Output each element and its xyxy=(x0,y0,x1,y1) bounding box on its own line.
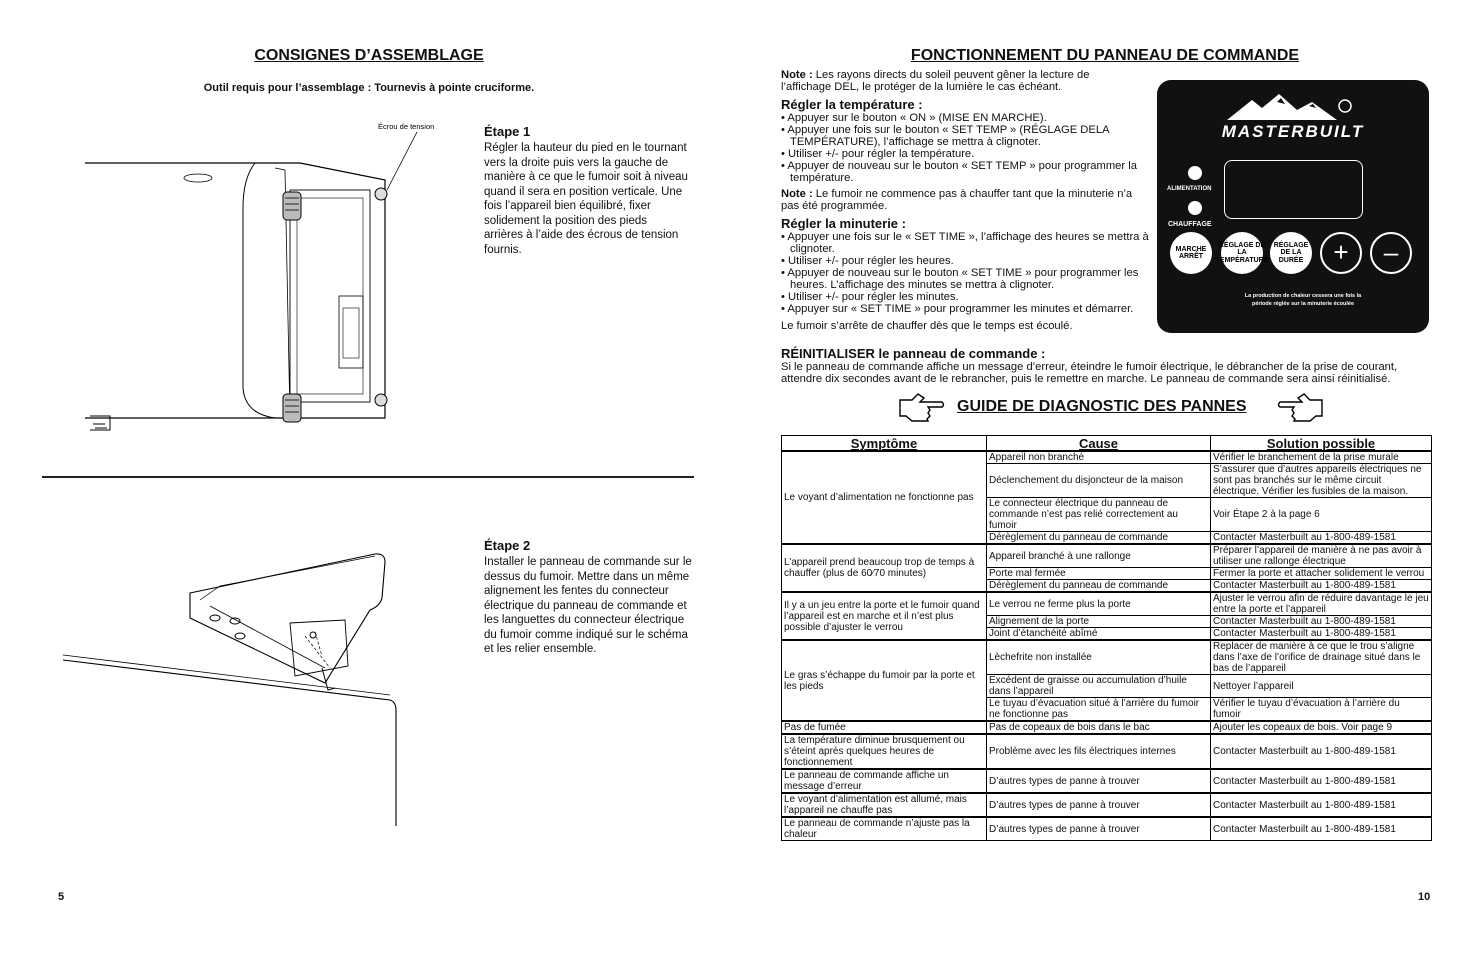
header-cause: Cause xyxy=(987,436,1211,452)
table-row xyxy=(782,544,1432,568)
table-header-row xyxy=(782,436,1432,452)
heat-led-icon xyxy=(1188,201,1202,215)
table-row xyxy=(782,640,1432,675)
solution-cell: Vérifier le tuyau d’évacuation à l’arrière du fumoir xyxy=(1211,698,1432,722)
list-item: • Utiliser +/- pour régler les heures. xyxy=(781,255,1151,267)
minus-button: – xyxy=(1370,232,1412,274)
solution-cell: Préparer l’appareil de manière à ne pas avoir à utiliser une rallonge électrique xyxy=(1211,544,1432,568)
solution-cell: Voir Étape 2 à la page 6 xyxy=(1211,498,1432,532)
right-page-title: FONCTIONNEMENT DU PANNEAU DE COMMANDE xyxy=(910,47,1300,64)
symptom-cell: Le panneau de commande affiche un message d’erreur xyxy=(782,769,987,793)
cause-cell: Le verrou ne ferme plus la porte xyxy=(987,592,1211,616)
power-label: ALIMENTATION xyxy=(1167,186,1212,192)
temp-title: Régler la température : xyxy=(781,97,923,112)
tension-nut-callout: Écrou de tension xyxy=(378,122,435,131)
list-item: • Appuyer sur le bouton « ON » (MISE EN MARCHE). xyxy=(781,112,1151,124)
solution-cell: Contacter Masterbuilt au 1-800-489-1581 xyxy=(1211,734,1432,769)
solution-cell: Contacter Masterbuilt au 1-800-489-1581 xyxy=(1211,628,1432,641)
list-item: • Utiliser +/- pour régler la température. xyxy=(781,148,1151,160)
list-item: • Appuyer de nouveau sur le bouton « SET TEMP » pour programmer la température. xyxy=(781,160,1151,184)
table-row xyxy=(782,734,1432,769)
solution-cell: S’assurer que d’autres appareils électriques ne sont pas branchés sur le même circuit électrique. Vérifier les fusibles de la maison. xyxy=(1211,464,1432,498)
symptom-cell: L’appareil prend beaucoup trop de temps à chauffer (plus de 60⁄70 minutes) xyxy=(782,544,987,592)
section-divider xyxy=(42,476,694,478)
left-page-number: 5 xyxy=(58,891,65,903)
mountain-logo-icon xyxy=(1217,92,1367,122)
symptom-cell: Il y a un jeu entre la porte et le fumoir quand l’appareil est en marche et il n’est plus possible d’ajuster le verrou xyxy=(782,592,987,640)
solution-cell: Contacter Masterbuilt au 1-800-489-1581 xyxy=(1211,532,1432,545)
solution-cell: Contacter Masterbuilt au 1-800-489-1581 xyxy=(1211,817,1432,841)
brand-name: MASTERBUILT xyxy=(1221,122,1365,141)
cause-cell: Pas de copeaux de bois dans le bac xyxy=(987,721,1211,734)
control-panel-illustration xyxy=(1157,80,1429,333)
panel-footer-note: La production de chaleur cessera une fois la période réglée sur la minuterie écoulée xyxy=(1244,293,1362,307)
symptom-cell: Le voyant d’alimentation ne fonctionne pas xyxy=(782,451,987,544)
cause-cell: Joint d’étanchéité abîmé xyxy=(987,628,1211,641)
diagnostic-title: GUIDE DE DIAGNOSTIC DES PANNES xyxy=(957,398,1247,415)
heat-label: CHAUFFAGE xyxy=(1168,221,1212,228)
table-row xyxy=(782,592,1432,616)
step2-title: Étape 2 xyxy=(484,538,531,553)
solution-cell: Vérifier le branchement de la prise murale xyxy=(1211,451,1432,464)
table-row xyxy=(782,793,1432,817)
note1: Note : Les rayons directs du soleil peuvent gêner la lecture de xyxy=(781,69,1090,81)
solution-cell: Contacter Masterbuilt au 1-800-489-1581 xyxy=(1211,616,1432,628)
solution-cell: Nettoyer l’appareil xyxy=(1211,675,1432,698)
cause-cell: D’autres types de panne à trouver xyxy=(987,793,1211,817)
smoker-leg-figure xyxy=(85,118,480,438)
cause-cell: Problème avec les fils électriques internes xyxy=(987,734,1211,769)
solution-cell: Ajouter les copeaux de bois. Voir page 9 xyxy=(1211,721,1432,734)
set-time-button: RÉGLAGE DE LA DURÉE xyxy=(1270,232,1312,274)
reset-text: Si le panneau de commande affiche un message d’erreur, éteindre le fumoir électrique, le débrancher de la prise de courant, attendre dix secondes avant de le rebrancher, puis le remettre en marche. Le panneau de commande sera ainsi réinitialisé. xyxy=(781,361,1398,385)
cause-cell: Déclenchement du disjoncteur de la maison xyxy=(987,464,1211,498)
list-item: • Appuyer de nouveau sur le bouton « SET TIME » pour programmer les heures. L’affichage des minutes se mettra à clignoter. xyxy=(781,267,1151,291)
solution-cell: Replacer de manière à ce que le trou s’aligne dans l’axe de l’orifice de drainage situé dans le bas de l’appareil xyxy=(1211,640,1432,675)
symptom-cell: Le gras s’échappe du fumoir par la porte et les pieds xyxy=(782,640,987,721)
table-row xyxy=(782,451,1432,464)
reset-block xyxy=(781,346,1426,385)
step1-title: Étape 1 xyxy=(484,124,531,139)
pointing-hand-left-icon xyxy=(1276,392,1324,424)
list-item: • Appuyer une fois sur le « SET TIME », l’affichage des heures se mettra à clignoter. xyxy=(781,231,1151,255)
power-led-icon xyxy=(1188,166,1202,180)
symptom-cell: Pas de fumée xyxy=(782,721,987,734)
pointing-hand-right-icon xyxy=(898,392,946,424)
panel-install-figure xyxy=(60,548,400,828)
tool-required: Outil requis pour l’assemblage : Tournevis à pointe cruciforme. xyxy=(203,82,535,94)
symptom-cell: Le voyant d’alimentation est allumé, mais l’appareil ne chauffe pas xyxy=(782,793,987,817)
left-page-title: CONSIGNES D’ASSEMBLAGE xyxy=(254,47,484,64)
step1-body: Régler la hauteur du pied en le tournant vers la droite puis vers la gauche de manière à ce que le fumoir soit à niveau quand il sera en position verticale. Une fois l’appareil bien équilibré, fixer solidement la position des pieds arrières à l’aide des écrous de tension fournis. xyxy=(484,142,688,256)
solution-cell: Fermer la porte et attacher solidement le verrou xyxy=(1211,568,1432,580)
header-symptom: Symptôme xyxy=(782,436,987,452)
cause-cell: D’autres types de panne à trouver xyxy=(987,769,1211,793)
cause-cell: D’autres types de panne à trouver xyxy=(987,817,1211,841)
cause-cell: Appareil branché à une rallonge xyxy=(987,544,1211,568)
note1-line2: l’affichage DEL, le protéger de la lumière le cas échéant. xyxy=(781,81,1062,93)
cause-cell: Alignement de la porte xyxy=(987,616,1211,628)
solution-cell: Ajuster le verrou afin de réduire davantage le jeu entre la porte et l’appareil xyxy=(1211,592,1432,616)
list-item: • Appuyer une fois sur le bouton « SET TEMP » (RÉGLAGE DELA TEMPÉRATURE), l’affichage se mettra à clignoter. xyxy=(781,124,1151,148)
cause-cell: Le tuyau d’évacuation situé à l’arrière du fumoir ne fonctionne pas xyxy=(987,698,1211,722)
temp-steps xyxy=(781,112,1151,184)
timer-title: Régler la minuterie : xyxy=(781,216,906,231)
solution-cell: Contacter Masterbuilt au 1-800-489-1581 xyxy=(1211,580,1432,593)
cause-cell: Dérèglement du panneau de commande xyxy=(987,580,1211,593)
timer-steps xyxy=(781,231,1151,315)
cause-cell: Appareil non branché xyxy=(987,451,1211,464)
step2 xyxy=(484,538,694,657)
cause-cell: Excédent de graisse ou accumulation d’huile dans l’appareil xyxy=(987,675,1211,698)
header-solution: Solution possible xyxy=(1211,436,1432,452)
list-item: • Appuyer sur « SET TIME » pour programmer les minutes et démarrer. xyxy=(781,303,1151,315)
step1 xyxy=(484,124,689,257)
table-row xyxy=(782,721,1432,734)
led-display xyxy=(1224,160,1363,219)
reset-title: RÉINITIALISER le panneau de commande : xyxy=(781,346,1046,361)
plus-button: + xyxy=(1320,232,1362,274)
step2-body: Installer le panneau de commande sur le dessus du fumoir. Mettre dans un même alignement les fentes du connecteur électrique du panneau de commande et les languettes du connecteur électrique du fumoir comme indiqué sur le schéma et les relier ensemble. xyxy=(484,556,692,655)
stop-text: Le fumoir s’arrête de chauffer dès que le temps est écoulé. xyxy=(781,320,1073,332)
solution-cell: Contacter Masterbuilt au 1-800-489-1581 xyxy=(1211,769,1432,793)
right-page-number: 10 xyxy=(1418,891,1431,903)
table-row xyxy=(782,769,1432,793)
symptom-cell: Le panneau de commande n’ajuste pas la chaleur xyxy=(782,817,987,841)
set-temp-button: RÉGLAGE DE LA TEMPÉRATURE xyxy=(1221,232,1263,274)
cause-cell: Lèchefrite non installée xyxy=(987,640,1211,675)
on-off-button: MARCHE ARRÊT xyxy=(1170,232,1212,274)
instructions-block xyxy=(781,69,1151,332)
list-item: • Utiliser +/- pour régler les minutes. xyxy=(781,291,1151,303)
cause-cell: Le connecteur électrique du panneau de commande n’est pas relié correctement au fumoir xyxy=(987,498,1211,532)
table-row xyxy=(782,817,1432,841)
symptom-cell: La température diminue brusquement ou s’éteint après quelques heures de fonctionnement xyxy=(782,734,987,769)
cause-cell: Dérèglement du panneau de commande xyxy=(987,532,1211,545)
solution-cell: Contacter Masterbuilt au 1-800-489-1581 xyxy=(1211,793,1432,817)
cause-cell: Porte mal fermée xyxy=(987,568,1211,580)
note2: Note : Le fumoir ne commence pas à chauffer tant que la minuterie n’a pas été programmée. xyxy=(781,188,1133,212)
troubleshooting-table xyxy=(781,435,1432,841)
